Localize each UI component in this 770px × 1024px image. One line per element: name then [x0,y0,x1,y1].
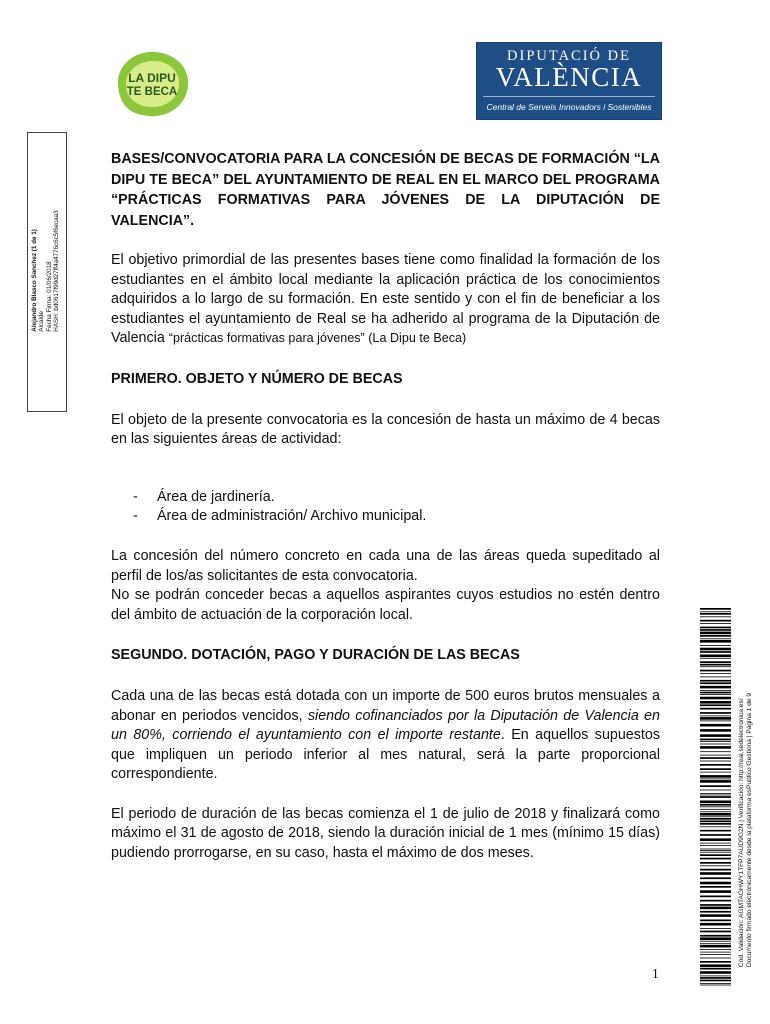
signer-name: Alejandro Blasco Sanchez (1 de 1) [31,229,39,332]
barcode-bar [700,680,731,682]
barcode-bar [700,785,731,787]
section-1-heading: PRIMERO. OBJETO Y NÚMERO DE BECAS [111,370,403,387]
barcode-bar [700,608,731,610]
barcode-bar [700,744,731,745]
barcode-bar [700,613,731,615]
barcode-bar [700,821,731,823]
barcode-bar [700,620,731,622]
barcode-bar [700,923,731,926]
barcode-bar [700,751,731,752]
barcode-bar [700,865,731,866]
barcode-bar [700,983,731,984]
barcode-bar [700,813,731,816]
barcode-bar [700,900,731,902]
barcode-bar [700,823,731,825]
barcode-bar [700,869,731,871]
barcode-bar [700,623,731,624]
list-item [111,507,660,527]
page-number: 1 [652,966,659,981]
barcode-bar [700,697,731,700]
barcode-bar [700,635,731,637]
barcode-bar [700,954,731,955]
barcode-bar [700,854,731,856]
barcode-bar [700,686,731,689]
barcode-bar [700,632,731,635]
document-title: BASES/CONVOCATORIA PARA LA CONCESIÓN DE BECAS DE FORMACIÓN “LA DIPU TE BECA” DEL AYUNTAMIENTO DE REAL EN EL MARCO DEL PROGRAMA “PRÁCTICAS FORMATIVAS PARA JÓVENES DE LA DIPUTACIÓN DE VALENCIA”. [111,151,660,229]
section-2-text-b: . En aquellos supuestos que impliquen un periodo inferior al mes natural, será la parte proporcional correspondiente. [111,727,660,783]
barcode-bar [700,931,731,933]
verification-code: Cód. Validación: AGMTAGHWY1TFP7AUD9G2N | Verificación: http://real.sedelectronica.es/ [738,698,745,968]
barcode-bar [700,985,731,986]
barcode-bar [700,882,731,885]
diputacio-valencia-logo [476,42,662,120]
barcode-bar [700,717,731,720]
signer-role: Alcalde [38,311,46,332]
barcode-bar [700,826,731,827]
barcode-bar [700,920,731,922]
section-2-text-a: Cada una de las becas está dotada con un importe de 500 euros brutos mensuales a abonar en periodos vencidos, [111,687,660,724]
barcode-bar [700,949,731,950]
barcode-bar [700,772,731,773]
intro-text: El objetivo primordial de las presentes bases tiene como finalidad la formación de los estudiantes en el ámbito local mediante la aplicación práctica de los conocimientos adquiridos a lo largo de su formación. En este sentido y con el fin de beneficiar a los estudiantes el ayuntamiento de Real se ha adherido al programa de la Diputación de Valencia [111,252,660,347]
la-dipu-te-beca-logo [112,48,192,120]
barcode-bar [700,716,731,717]
barcode-bar [700,757,731,759]
barcode-bar [700,886,731,888]
barcode-bar [700,793,731,794]
barcode-bar [700,852,731,853]
barcode-bar [700,838,731,841]
barcode-bar [700,670,731,672]
verification-platform: Documento firmado electrónicamente desde la plataforma esPublico Gestiona | Página 1 de 9 [746,692,753,968]
barcode-bar [700,701,731,704]
barcode-bar [700,775,731,778]
barcode-bar [700,858,731,860]
barcode-bar [700,830,731,832]
barcode-bar [700,661,731,663]
barcode-bar [700,729,731,732]
barcode-bar [700,746,731,749]
barcode-bar [700,816,731,817]
barcode-bar [700,806,731,807]
barcode-bar [700,648,731,651]
barcode-bar [700,907,731,910]
signature-date: Fecha Firma: 01/06/2018 [46,261,53,332]
section-2-paragraph-2: El periodo de duración de las becas comienza el 1 de julio de 2018 y finalizará como máximo el 31 de agosto de 2018, siendo la duración inicial de 1 mes (mínimo 15 días) pudiendo prorrogarse, en su caso, hasta el máximo de dos meses. [111,805,660,862]
barcode-bar [700,651,731,653]
barcode-bar [700,664,731,666]
barcode-bar [700,694,731,695]
barcode-bar [700,834,731,836]
section-2-cofinancing: siendo cofinanciados por la Diputación de Valencia en un 80%, corriendo el ayuntamiento con el importe restante [111,707,660,744]
barcode-bar [700,734,731,737]
signature-stamp [31,210,61,331]
logo-valencia-big: VALÈNCIA [495,62,643,92]
section-2-heading: SEGUNDO. DOTACIÓN, PAGO Y DURACIÓN DE LAS BECAS [111,647,520,664]
barcode-bar [700,638,731,639]
barcode-bar [700,629,731,631]
area-gardening: Área de jardinería. [157,488,275,505]
barcode-bar [700,677,731,678]
intro-paragraph [111,251,660,349]
barcode-bar [700,739,731,741]
signature-hash: HASH: bd0617f99d27ff4a4776c6c5f6ecaa3 [53,210,61,332]
barcode-bar [700,627,731,629]
barcode-bar [700,645,731,646]
barcode-bar [700,937,731,940]
list-dash: - [133,488,138,505]
barcode-bar [700,796,731,798]
barcode-bar [700,690,731,691]
barcode-bar [700,764,731,766]
barcode-bar [700,692,731,694]
barcode-bar [700,801,731,804]
logo-valencia-rule [483,96,655,97]
barcode-bar [700,780,731,783]
barcode-bar [700,616,731,617]
list-item [111,488,660,508]
barcode-bar [700,971,731,974]
barcode-bar [700,849,731,850]
barcode-bar [700,712,731,714]
barcode-bar [700,804,731,806]
logo-text-la-dipu: LA DIPU [128,71,176,85]
barcode-bar [700,708,731,710]
barcode-bar [700,845,731,846]
intro-program-name: “prácticas formativas para jóvenes” (La Dipu te Beca) [168,331,467,346]
barcode-bar [700,961,731,963]
barcode-bar [700,811,731,812]
barcode-bar [700,977,731,979]
area-administration: Área de administración/ Archivo municipal. [157,508,427,525]
barcode-bar [700,761,731,762]
barcode-bar [700,611,731,612]
logo-valencia-subtitle: Central de Serveis Innovadors i Sostenibles [486,102,652,112]
barcode-bar [700,928,731,929]
barcode-bar [700,795,731,796]
barcode-bar [700,980,731,982]
barcode-bar [700,850,731,851]
barcode-bar [700,640,731,643]
section-1-paragraph-2: La concesión del número concreto en cada una de las áreas queda supeditado al perfil de los/as solicitantes de esta convocatoria. [111,547,660,584]
barcode-bar [700,941,731,942]
barcode-bar [700,658,731,659]
barcode-bar [700,779,731,780]
section-1-paragraph-1: El objeto de la presente convocatoria es la concesión de hasta un máximo de 4 becas en las siguientes áreas de actividad: [111,411,660,448]
barcode-bar [700,872,731,875]
barcode-bar [700,964,731,967]
document-body [111,149,660,864]
barcode-bar [700,818,731,820]
barcode-bar [700,958,731,959]
barcode-bar [700,911,731,913]
barcode-bar [700,935,731,937]
barcode-bar [700,896,731,898]
barcode-bar [700,673,731,674]
barcode-bar [700,721,731,722]
barcode-bar [700,862,731,864]
barcode-bar [700,682,731,684]
logo-valencia-top: DIPUTACIÓ DE [507,48,631,64]
barcode-bar [700,724,731,727]
barcode-bar [700,755,731,756]
barcode-bar [700,655,731,658]
barcode-bar [700,666,731,667]
activity-areas-list [111,488,660,527]
barcode-bar [700,943,731,944]
section-2-paragraph-1 [111,687,660,785]
barcode-bar [700,976,731,977]
barcode-bar [700,809,731,810]
verification-footer [738,693,754,967]
section-1-paragraph-3: No se podrán conceder becas a aquellos aspirantes cuyos estudios no estén dentro del ámbito de actuación de la corporación local. [111,587,660,623]
barcode-bar [700,904,731,906]
logo-text-te-beca: TE BECA [126,86,178,98]
barcode-bar [700,843,731,844]
list-dash: - [133,508,138,525]
barcode-bar [700,768,731,770]
barcode-bar [700,704,731,706]
barcode-bar [700,952,731,953]
barcode-bar [700,877,731,879]
barcode-bar [700,945,731,948]
barcode-bar [700,790,731,791]
barcode-bar [700,890,731,893]
validation-barcode [700,608,731,988]
barcode-bar [700,741,731,742]
barcode-bar [700,914,731,917]
barcode-bar [700,968,731,970]
